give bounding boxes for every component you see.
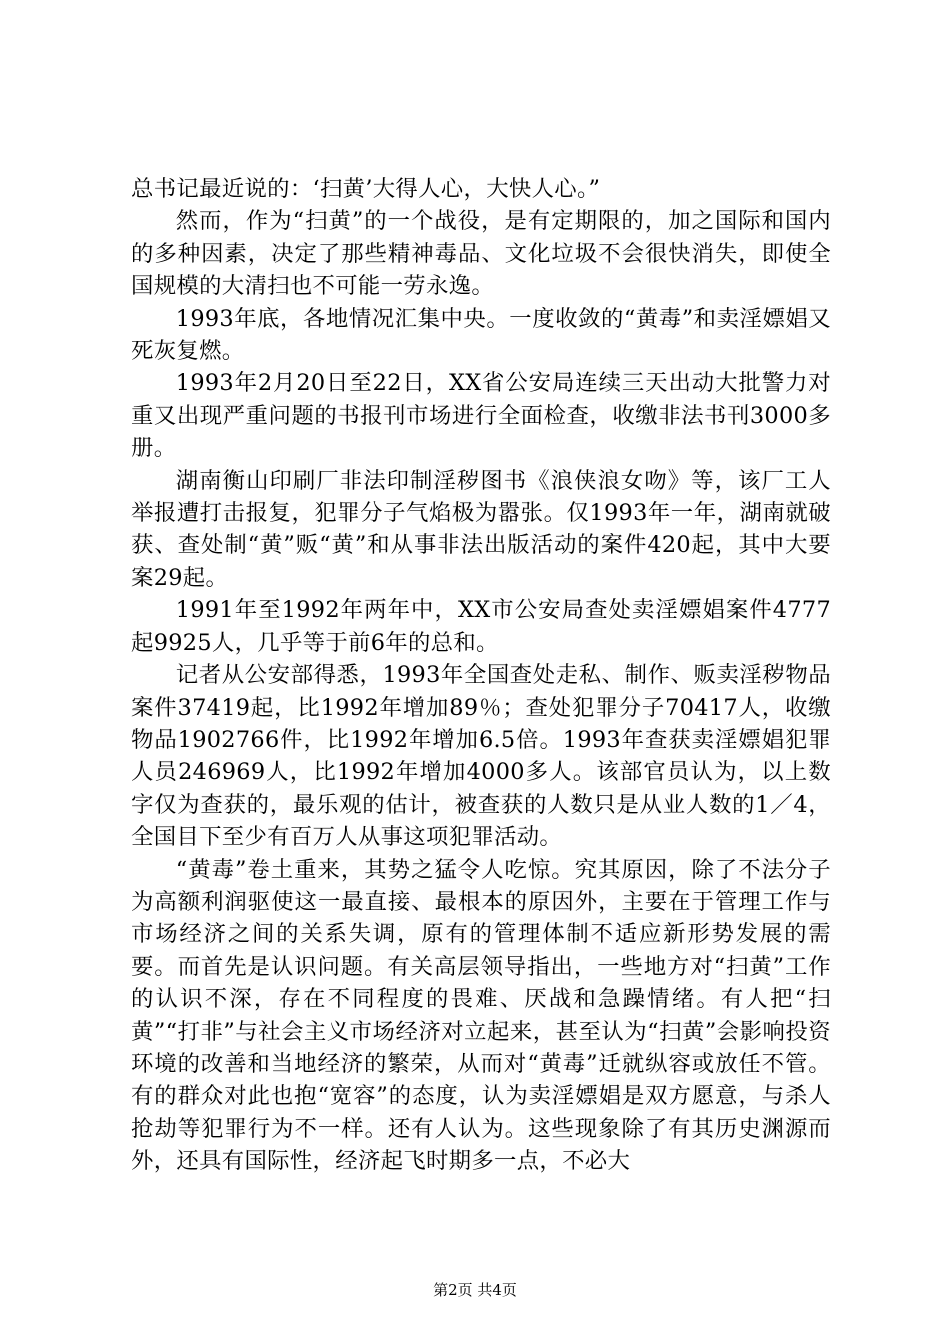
paragraph: 然而，作为“扫黄”的一个战役，是有定期限的，加之国际和国内的多种因素，决定了那些精神毒品、文化垃圾不会很快消失，即使全国规模的大清扫也不可能一劳永逸。	[131, 208, 831, 300]
document-body	[131, 173, 831, 1178]
paragraph: 1993年2月20日至22日，XX省公安局连续三天出动大批警力对重又出现严重问题的书报刊市场进行全面检查，收缴非法书刊3000多册。	[131, 370, 831, 462]
paragraph: “黄毒”卷土重来，其势之猛令人吃惊。究其原因，除了不法分子为高额利润驱使这一最直接、最根本的原因外，主要在于管理工作与市场经济之间的关系失调，原有的管理体制不适应新形势发展的需要。而首先是认识问题。有关高层领导指出，一些地方对“扫黄”工作的认识不深，存在不同程度的畏难、厌战和急躁情绪。有人把“扫黄”“打非”与社会主义市场经济对立起来，甚至认为“扫黄”会影响投资环境的改善和当地经济的繁荣，从而对“黄毒”迁就纵容或放任不管。有的群众对此也抱“宽容”的态度，认为卖淫嫖娼是双方愿意，与杀人抢劫等犯罪行为不一样。还有人认为。这些现象除了有其历史渊源而外，还具有国际性，经济起飞时期多一点，不必大	[131, 856, 831, 1175]
page-footer	[0, 1281, 950, 1299]
paragraph: 1993年底，各地情况汇集中央。一度收敛的“黄毒”和卖淫嫖娼又死灰复燃。	[131, 305, 831, 365]
paragraph: 总书记最近说的：‘扫黄’大得人心，大快人心。”	[131, 176, 601, 202]
paragraph: 湖南衡山印刷厂非法印制淫秽图书《浪侠浪女吻》等，该厂工人举报遭打击报复，犯罪分子气焰极为嚣张。仅1993年一年，湖南就破获、查处制“黄”贩“黄”和从事非法出版活动的案件420起，其中大要案29起。	[131, 467, 831, 591]
paragraph: 1991年至1992年两年中，XX市公安局查处卖淫嫖娼案件4777起9925人，几乎等于前6年的总和。	[131, 597, 831, 656]
paragraph: 记者从公安部得悉，1993年全国查处走私、制作、贩卖淫秽物品案件37419起，比1992年增加89％；查处犯罪分子70417人，收缴物品1902766件，比1992年增加6.5倍。1993年查获卖淫嫖娼犯罪人员246969人，比1992年增加4000多人。该部官员认为，以上数字仅为查获的，最乐观的估计，被查获的人数只是从业人数的1／4，全国目下至少有百万人从事这项犯罪活动。	[131, 662, 831, 851]
page-number: 第2页 共4页	[433, 1281, 517, 1299]
